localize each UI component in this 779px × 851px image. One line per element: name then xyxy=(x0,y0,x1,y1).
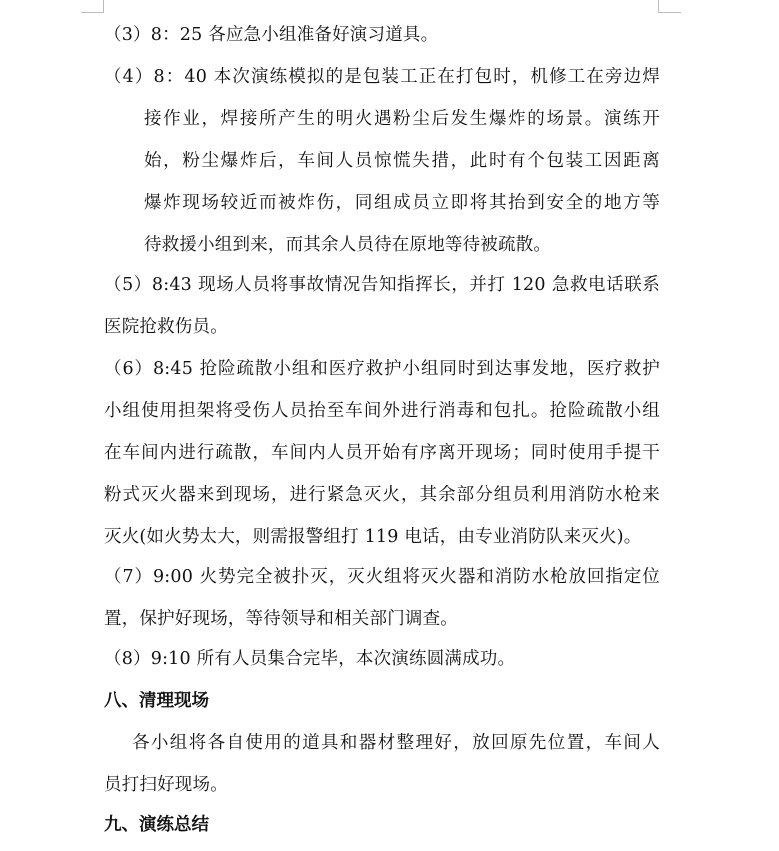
text-line: （4）8：40 本次演练模拟的是包装工正在打包时，机修工在旁边焊 xyxy=(104,67,660,87)
page-corner-mark-left xyxy=(81,0,104,13)
schedule-item-3 xyxy=(104,14,660,56)
schedule-item-6 xyxy=(104,348,660,558)
text-line: （3）8：25 各应急小组准备好演习道具。 xyxy=(104,25,439,45)
text-line: 置，保护好现场，等待领导和相关部门调查。 xyxy=(104,609,458,629)
schedule-item-5 xyxy=(104,264,660,348)
text-line: 灭火(如火势太大，则需报警组打 119 电话，由专业消防队来灭火)。 xyxy=(104,527,642,547)
schedule-item-7 xyxy=(104,556,660,640)
schedule-item-8 xyxy=(104,638,660,680)
text-line: 爆炸现场较近而被炸伤，同组成员立即将其抬到安全的地方等 xyxy=(144,193,660,213)
page-corner-mark-right xyxy=(658,0,681,13)
text-line: （8）9:10 所有人员集合完毕，本次演练圆满成功。 xyxy=(104,649,516,669)
text-line: 始，粉尘爆炸后，车间人员惊慌失措，此时有个包装工因距离 xyxy=(144,151,660,171)
text-line: （6）8:45 抢险疏散小组和医疗救护小组同时到达事发地，医疗救护 xyxy=(104,359,660,379)
text-line: 员打扫好现场。 xyxy=(104,775,228,795)
text-line: 各小组将各自使用的道具和器材整理好，放回原先位置，车间人 xyxy=(132,733,660,753)
text-line: 待救援小组到来，而其余人员待在原地等待被疏散。 xyxy=(144,235,552,255)
section-paragraph-cleanup xyxy=(104,722,660,806)
schedule-item-4 xyxy=(104,56,660,266)
text-line: （5）8:43 现场人员将事故情况告知指挥长，并打 120 急救电话联系 xyxy=(104,275,660,295)
text-line: （7）9:00 火势完全被扑灭，灭火组将灭火器和消防水枪放回指定位 xyxy=(104,567,660,587)
text-line: 医院抢救伤员。 xyxy=(104,317,228,337)
text-line: 小组使用担架将受伤人员抬至车间外进行消毒和包扎。抢险疏散小组 xyxy=(104,401,660,421)
text-line: 粉式灭火器来到现场，进行紧急灭火，其余部分组员利用消防水枪来 xyxy=(104,485,660,505)
section-heading-cleanup: 八、清理现场 xyxy=(104,691,209,711)
text-line: 在车间内进行疏散，车间内人员开始有序离开现场；同时使用手提干 xyxy=(104,443,660,463)
section-heading-summary: 九、演练总结 xyxy=(104,815,209,835)
text-line: 接作业，焊接所产生的明火遇粉尘后发生爆炸的场景。演练开 xyxy=(144,109,660,129)
